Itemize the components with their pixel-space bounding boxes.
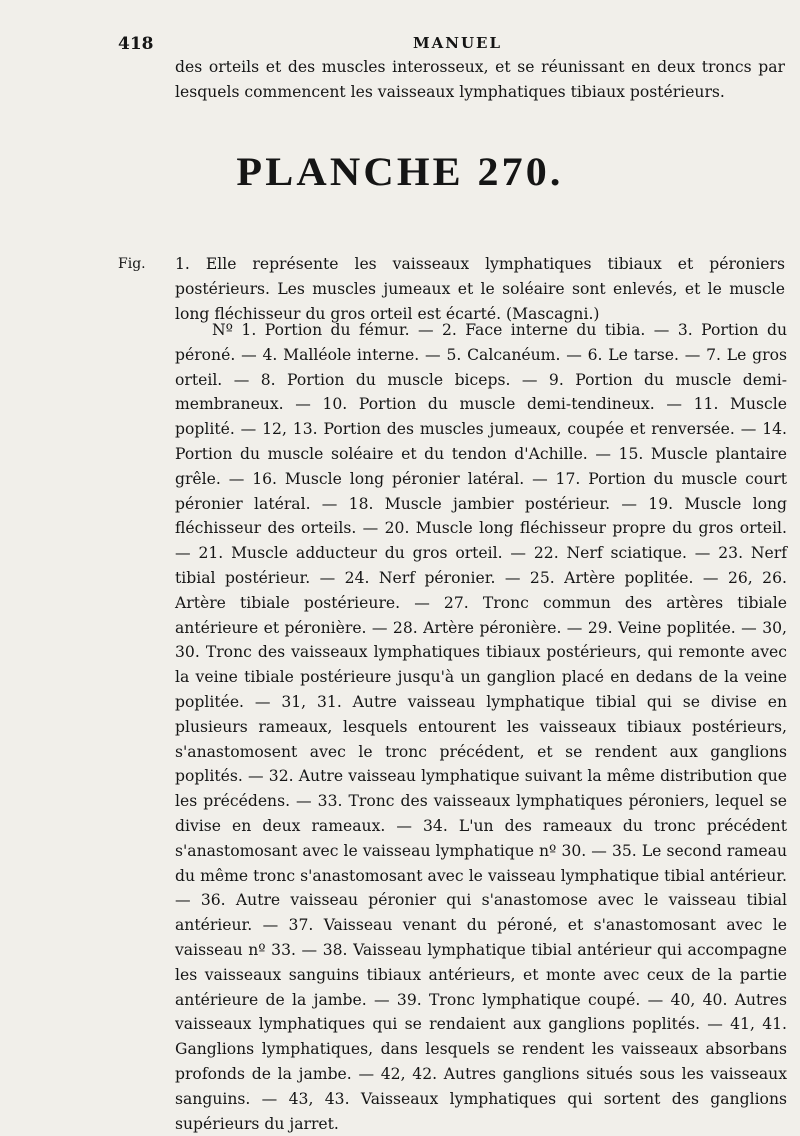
continuation-paragraph: des orteils et des muscles interosseux, et se réunissant en deux troncs par lesquels commencent les vaisseaux lymphatiques tibiaux postérieurs. [175,58,785,101]
page-number: 418 [118,34,154,54]
plate-title: PLANCHE 270. [236,149,564,194]
figure-description: 1. Elle représente les vaisseaux lymphatiques tibiaux et péroniers postérieurs. Les muscles jumeaux et le soléaire sont enlevés, et le muscle long fléchisseur du gros orteil est écarté. (Mascagni.) [175,255,785,323]
figure-legend: Nº 1. Portion du fémur. — 2. Face interne du tibia. — 3. Portion du péroné. — 4. Malléole interne. — 5. Calcanéum. — 6. Le tarse. — 7. Le gros orteil. — 8. Portion du muscle biceps. — 9. Portion du muscle demi-membraneux. — 10. Portion du muscle demi-tendineux. — 11. Muscle poplité. — 12, 13. Portion des muscles jumeaux, coupée et renversée. — 14. Portion du muscle soléaire et du tendon d'Achille. — 15. Muscle plantaire grêle. — 16. Muscle long péronier latéral. — 17. Portion du muscle court péronier latéral. — 18. Muscle jambier postérieur. — 19. Muscle long fléchisseur des orteils. — 20. Muscle long fléchisseur propre du gros orteil. — 21. Muscle adducteur du gros orteil. — 22. Nerf sciatique. — 23. Nerf tibial postérieur. — 24. Nerf péronier. — 25. Artère poplitée. — 26, 26. Artère tibiale postérieure. — 27. Tronc commun des artères tibiale antérieure et péronière. — 28. Artère péronière. — 29. Veine poplitée. — 30, 30. Tronc des vaisseaux lymphatiques tibiaux postérieurs, qui remonte avec la veine tibiale postérieure jusqu'à un ganglion placé en dedans de la veine poplitée. — 31, 31. Autre vaisseau lymphatique tibial qui se divise en plusieurs rameaux, lesquels entourent les vaisseaux tibiaux postérieurs, s'anastomosent avec le tronc précédent, et se rendent aux ganglions poplités. — 32. Autre vaisseau lymphatique suivant la même distribution que les précédens. — 33. Tronc des vaisseaux lymphatiques péroniers, lequel se divise en deux rameaux. — 34. L'un des rameaux du tronc précédent s'anastomosant avec le vaisseau lymphatique nº 30. — 35. Le second rameau du même tronc s'anastomosant avec le vaisseau lymphatique tibial antérieur. — 36. Autre vaisseau péronier qui s'anastomose avec le vaisseau tibial antérieur. — 37. Vaisseau venant du péroné, et s'anastomosant avec le vaisseau nº 33. — 38. Vaisseau lymphatique tibial antérieur qui accompagne les vaisseaux sanguins tibiaux antérieurs, et monte avec ceux de la partie antérieure de la jambe. — 39. Tronc lymphatique coupé. — 40, 40. Autres vaisseaux lymphatiques qui se rendaient aux ganglions poplités. — 41, 41. Ganglions lymphatiques, dans lesquels se rendent les vaisseaux absorbans profonds de la jambe. — 42, 42. Autres ganglions situés sous les vaisseaux sanguins. — 43, 43. Vaisseaux lymphatiques qui sortent des ganglions supérieurs du jarret. [175,321,787,1133]
running-head: MANUEL [413,34,503,52]
figure-label: Fig. [118,256,146,272]
